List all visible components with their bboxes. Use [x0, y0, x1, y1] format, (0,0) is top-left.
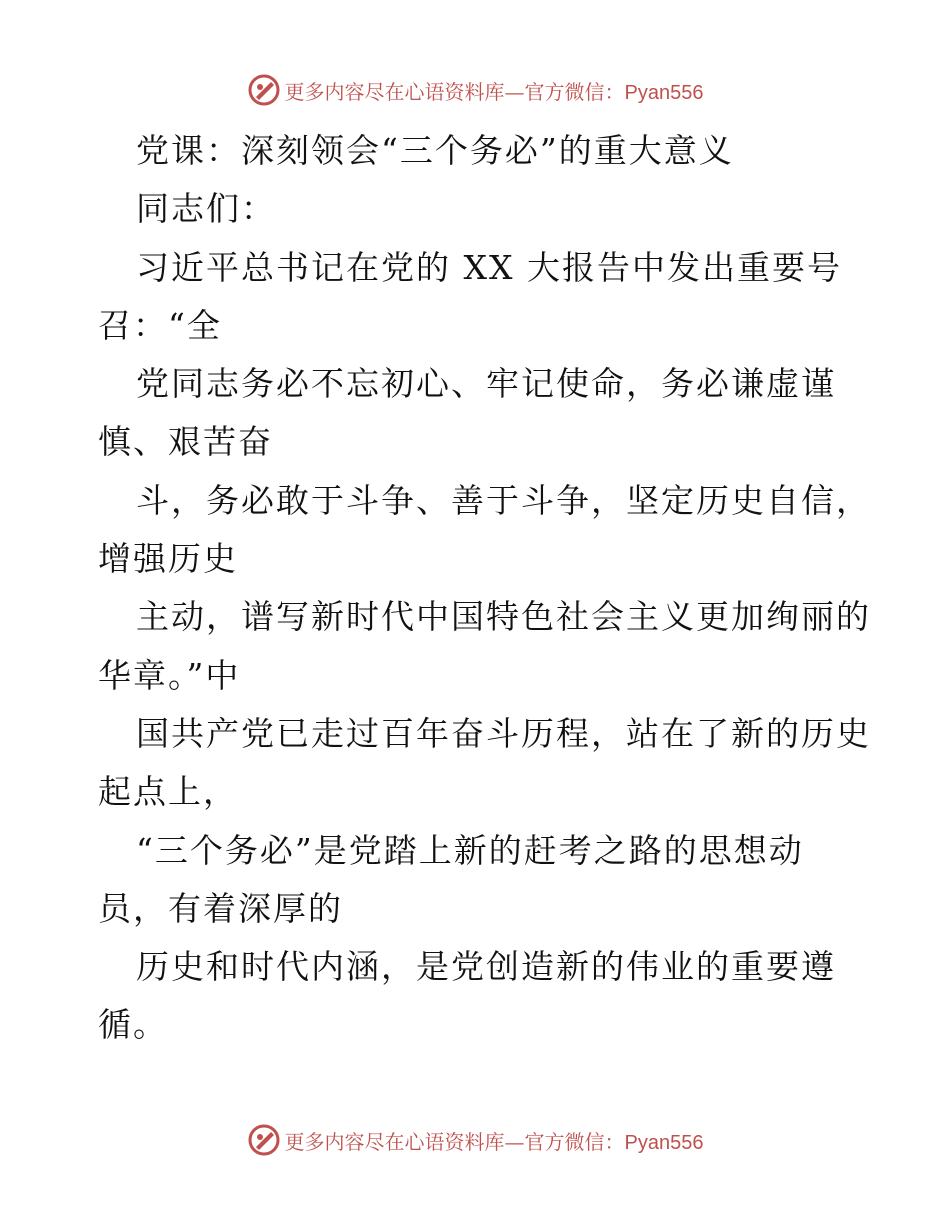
doc-line: “三个务必”是党踏上新的赶考之路的思想动 [136, 830, 804, 870]
brand-logo-icon [247, 73, 281, 107]
doc-line: 主动，谱写新时代中国特色社会主义更加绚丽的 [136, 597, 871, 637]
brand-logo-icon [247, 1123, 281, 1157]
doc-line: 增强历史 [98, 539, 238, 579]
doc-line: 员，有着深厚的 [98, 888, 343, 928]
footer-banner-text: 更多内容尽在心语资料库— [284, 1129, 525, 1154]
header-banner-contact: 官方微信：Pyan556 [524, 81, 704, 104]
doc-title: 党课：深刻领会“三个务必”的重大意义 [136, 131, 734, 170]
doc-line: 国共产党已走过百年奋斗历程，站在了新的历史 [136, 713, 871, 753]
header-banner [0, 70, 950, 110]
doc-line: 习近平总书记在党的 XX 大报告中发出重要号 [136, 247, 842, 287]
header-banner-text: 更多内容尽在心语资料库— [284, 79, 525, 104]
doc-line: 循。 [98, 1005, 168, 1045]
doc-line: 历史和时代内涵，是党创造新的伟业的重要遵 [136, 947, 836, 987]
doc-line: 起点上， [98, 772, 238, 812]
doc-line: 召：“全 [98, 305, 222, 345]
doc-line: 党同志务必不忘初心、牢记使命，务必谦虚谨 [136, 364, 836, 404]
doc-line: 斗，务必敢于斗争、善于斗争，坚定历史自信， [136, 480, 871, 520]
footer-banner-contact: 官方微信：Pyan556 [524, 1131, 704, 1154]
document-body [98, 122, 871, 1055]
footer-banner [0, 1120, 950, 1160]
doc-salutation: 同志们： [136, 189, 276, 229]
doc-line: 华章。”中 [98, 655, 241, 695]
doc-line: 慎、艰苦奋 [98, 422, 273, 462]
